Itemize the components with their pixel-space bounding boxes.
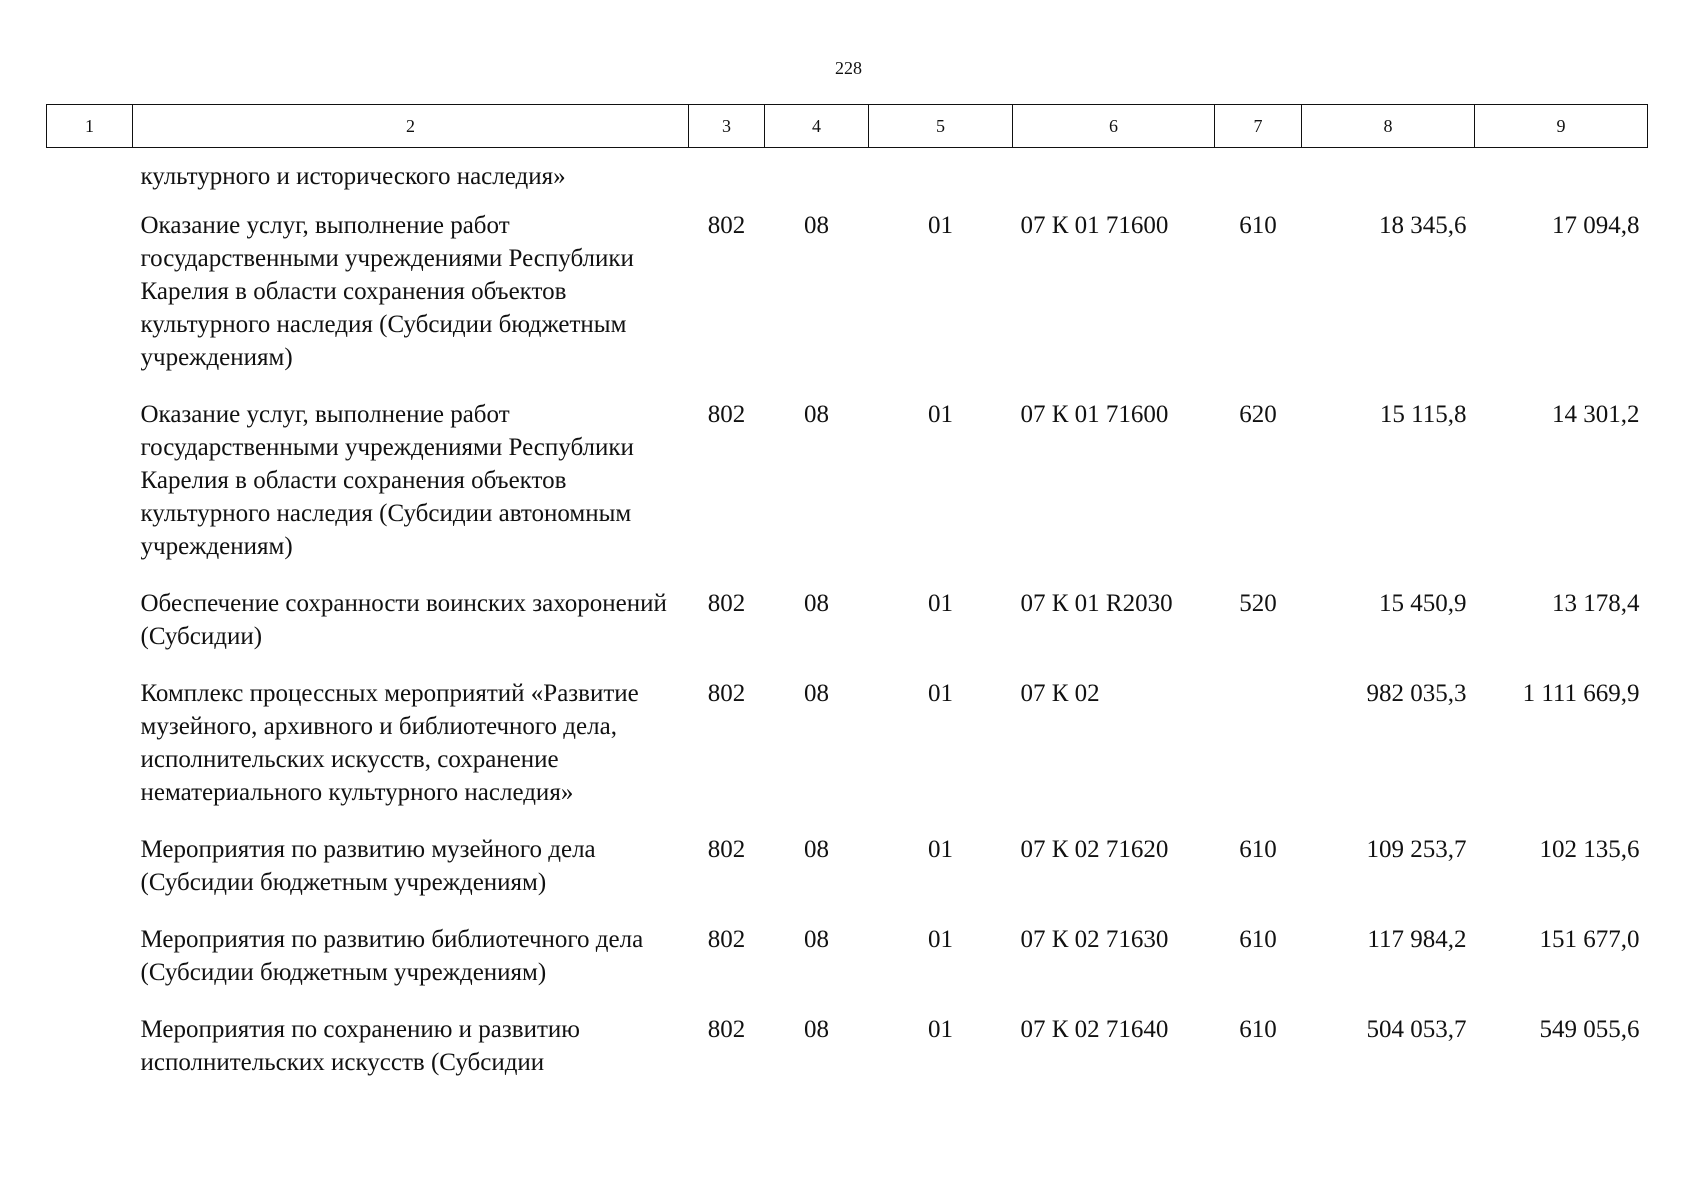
cell-amount-1: 18 345,6 xyxy=(1379,212,1467,239)
column-header: 5 xyxy=(869,105,1013,148)
cell-amount-2: 14 301,2 xyxy=(1552,401,1640,428)
cell-ministry-code: 802 xyxy=(707,212,746,239)
cell-section: 08 xyxy=(804,680,829,707)
cell-section: 08 xyxy=(804,1016,829,1043)
cell-ministry-code: 802 xyxy=(707,590,746,617)
cell-ministry-code: 802 xyxy=(707,680,746,707)
continuation-text: культурного и исторического наследия» xyxy=(140,163,566,190)
cell-empty xyxy=(47,579,133,669)
cell-section: 08 xyxy=(804,590,829,617)
table-row xyxy=(47,825,1648,915)
cell-amount-2: 1 111 669,9 xyxy=(1522,680,1640,707)
cell-target-article: 07 К 02 71630 xyxy=(1020,926,1169,953)
cell-amount-1: 109 253,7 xyxy=(1366,836,1467,863)
cell-section: 08 xyxy=(804,926,829,953)
budget-table xyxy=(46,104,1648,1095)
cell-amount-2: 13 178,4 xyxy=(1552,590,1640,617)
cell-target-article: 07 К 01 71600 xyxy=(1020,401,1169,428)
cell-empty xyxy=(47,825,133,915)
cell-amount-2: 17 094,8 xyxy=(1552,212,1640,239)
cell-amount-1: 982 035,3 xyxy=(1366,680,1467,707)
column-header: 8 xyxy=(1302,105,1475,148)
cell-subsection: 01 xyxy=(928,680,953,707)
column-header: 9 xyxy=(1475,105,1648,148)
table-row xyxy=(47,390,1648,579)
table-row xyxy=(47,201,1648,390)
table-row xyxy=(47,669,1648,825)
column-header: 3 xyxy=(689,105,765,148)
cell-expense-type: 620 xyxy=(1239,401,1277,428)
cell-empty xyxy=(47,669,133,825)
cell-empty xyxy=(47,148,133,202)
cell-empty xyxy=(47,390,133,579)
row-name: Мероприятия по развитию библиотечного дела (Субсидии бюджетным учреждениям) xyxy=(140,926,644,986)
cell-ministry-code: 802 xyxy=(707,401,746,428)
column-header: 2 xyxy=(133,105,689,148)
cell-section: 08 xyxy=(804,836,829,863)
table-row xyxy=(47,579,1648,669)
cell-amount-2: 102 135,6 xyxy=(1539,836,1640,863)
cell-target-article: 07 К 02 71620 xyxy=(1020,836,1169,863)
column-header: 6 xyxy=(1013,105,1215,148)
cell-subsection: 01 xyxy=(928,926,953,953)
row-name: Мероприятия по развитию музейного дела (Субсидии бюджетным учреждениям) xyxy=(140,836,596,896)
cell-section: 08 xyxy=(804,212,829,239)
cell-expense-type: 610 xyxy=(1239,1016,1277,1043)
page-number: 228 xyxy=(835,58,862,78)
cell-target-article: 07 К 02 71640 xyxy=(1020,1016,1169,1043)
cell-ministry-code: 802 xyxy=(707,926,746,953)
cell-expense-type: 610 xyxy=(1239,836,1277,863)
cell-amount-1: 15 115,8 xyxy=(1379,401,1467,428)
table-row xyxy=(47,915,1648,1005)
cell-expense-type: 610 xyxy=(1239,926,1277,953)
cell-amount-2: 549 055,6 xyxy=(1539,1016,1640,1043)
cell-expense-type: 520 xyxy=(1239,590,1277,617)
row-name: Оказание услуг, выполнение работ государственными учреждениями Республики Карелия в области сохранения объектов культурного наследия (Субсидии бюджетным учреждениям) xyxy=(140,212,634,371)
cell-empty xyxy=(47,1005,133,1095)
cell-empty xyxy=(47,201,133,390)
cell-amount-1: 117 984,2 xyxy=(1367,926,1467,953)
cell-target-article: 07 К 02 xyxy=(1020,680,1100,707)
continuation-row xyxy=(47,148,1648,202)
row-name: Обеспечение сохранности воинских захоронений (Субсидии) xyxy=(140,590,667,650)
cell-expense-type: 610 xyxy=(1239,212,1277,239)
row-name: Оказание услуг, выполнение работ государственными учреждениями Республики Карелия в области сохранения объектов культурного наследия (Субсидии автономным учреждениям) xyxy=(140,401,634,560)
cell-subsection: 01 xyxy=(928,1016,953,1043)
cell-subsection: 01 xyxy=(928,836,953,863)
cell-subsection: 01 xyxy=(928,590,953,617)
column-header: 4 xyxy=(765,105,869,148)
cell-amount-2: 151 677,0 xyxy=(1539,926,1640,953)
column-header: 1 xyxy=(47,105,133,148)
cell-subsection: 01 xyxy=(928,401,953,428)
cell-amount-1: 15 450,9 xyxy=(1379,590,1467,617)
cell-expense-type xyxy=(1215,669,1302,825)
row-name: Комплекс процессных мероприятий «Развитие музейного, архивного и библиотечного дела, исполнительских искусств, сохранение нематериального культурного наследия» xyxy=(140,680,639,806)
cell-ministry-code: 802 xyxy=(707,836,746,863)
header-row xyxy=(47,105,1648,148)
column-header: 7 xyxy=(1215,105,1302,148)
cell-target-article: 07 К 01 71600 xyxy=(1020,212,1169,239)
table-row xyxy=(47,1005,1648,1095)
cell-amount-1: 504 053,7 xyxy=(1366,1016,1467,1043)
cell-target-article: 07 К 01 R2030 xyxy=(1020,590,1173,617)
cell-section: 08 xyxy=(804,401,829,428)
row-name: Мероприятия по сохранению и развитию исполнительских искусств (Субсидии xyxy=(140,1016,580,1076)
cell-empty xyxy=(47,915,133,1005)
cell-subsection: 01 xyxy=(928,212,953,239)
cell-ministry-code: 802 xyxy=(707,1016,746,1043)
